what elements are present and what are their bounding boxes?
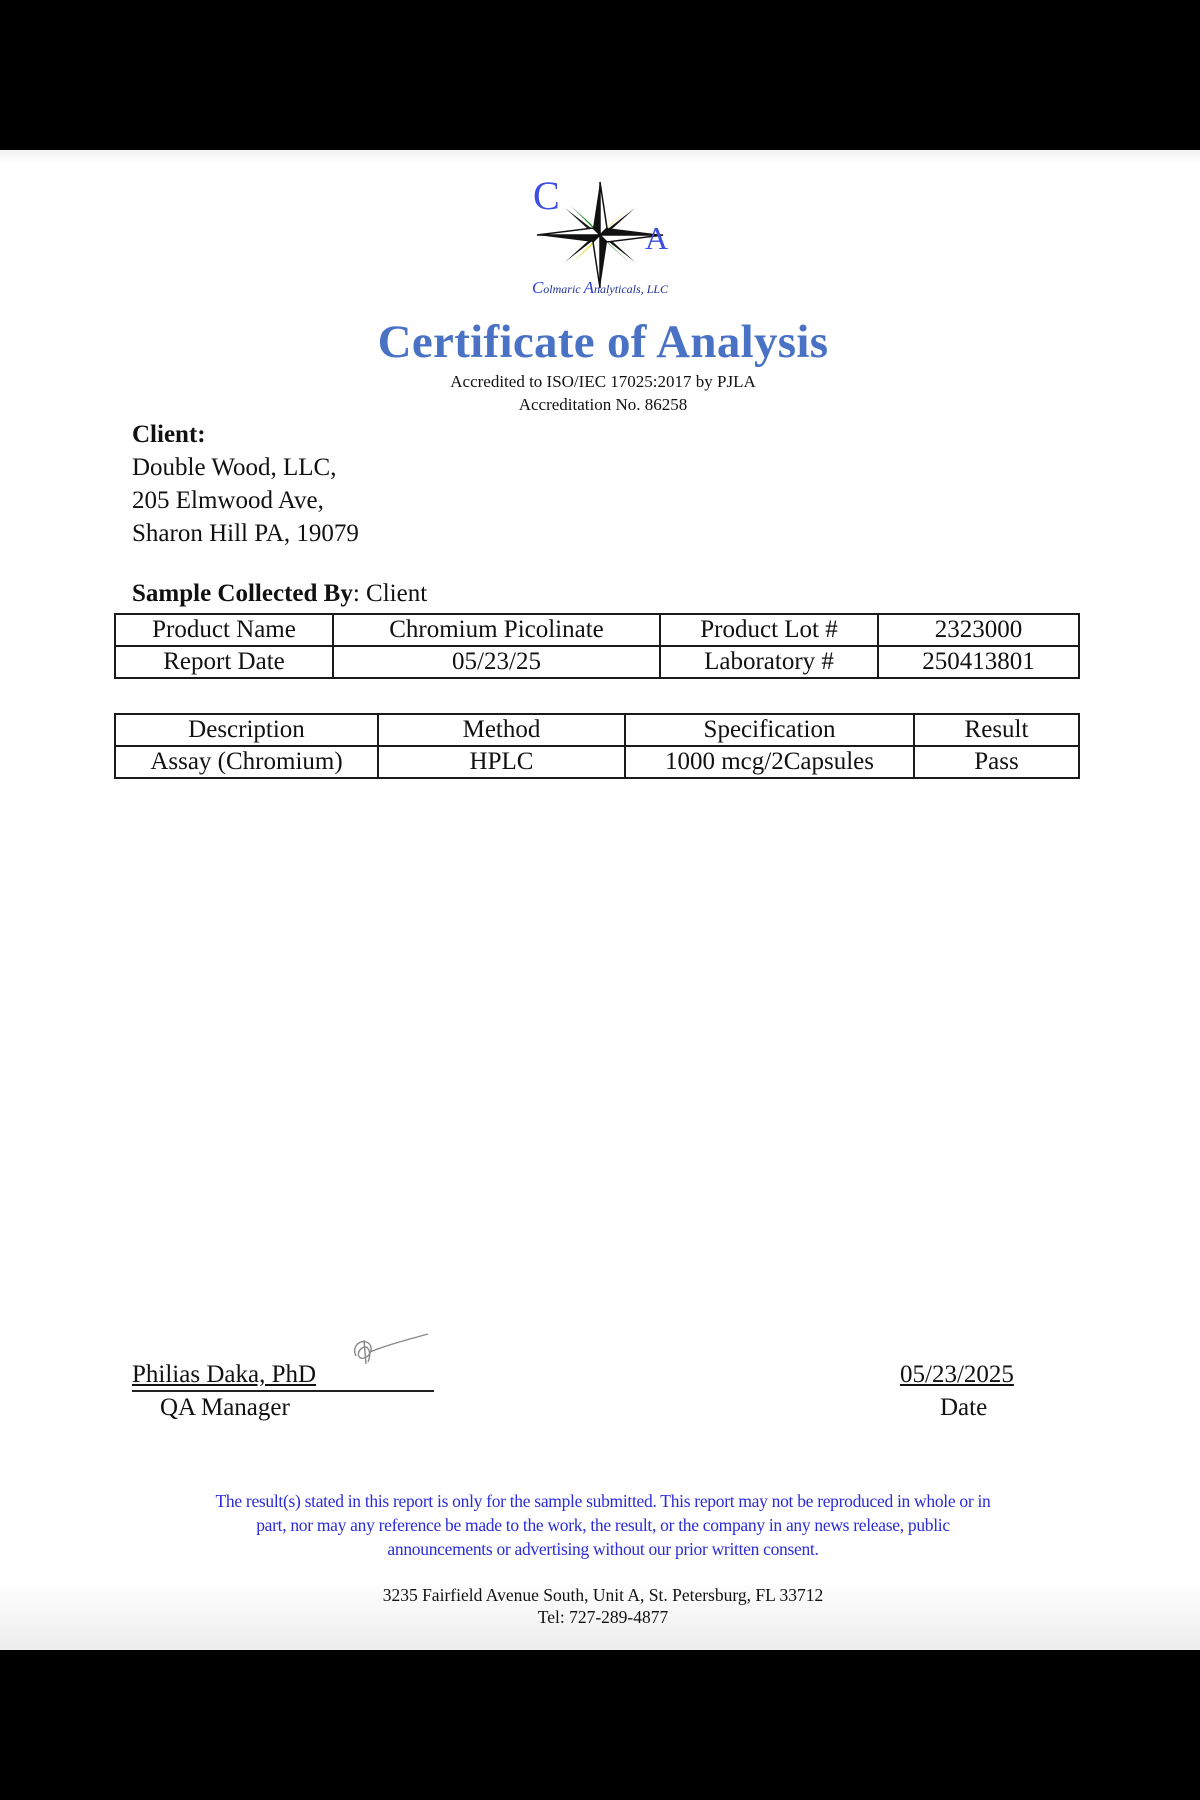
sample-collected-value: Client	[366, 580, 428, 607]
sample-collected-label: Sample Collected By	[132, 580, 353, 607]
lab-phone: Tel: 727-289-4877	[537, 1607, 669, 1627]
sample-collected-by: Sample Collected By: Client	[132, 580, 428, 607]
column-header-method: Method	[378, 714, 625, 746]
accreditation-number: Accreditation No. 86258	[518, 395, 688, 414]
table-row	[115, 646, 1079, 678]
column-header-description: Description	[115, 714, 378, 746]
accreditation-line: Accredited to ISO/IEC 17025:2017 by PJLA	[450, 372, 756, 391]
logo-letter-a: A	[645, 220, 669, 256]
client-label: Client:	[132, 421, 206, 448]
document-title: Certificate of Analysis	[377, 316, 829, 368]
results-table	[114, 713, 1080, 779]
laboratory-number-label: Laboratory #	[660, 646, 878, 678]
table-header-row	[115, 714, 1079, 746]
product-lot-label: Product Lot #	[660, 614, 878, 646]
laboratory-number-value: 250413801	[878, 646, 1079, 678]
logo-company-name: Colmaric Analyticals, LLC	[531, 278, 669, 297]
disclaimer-text: The result(s) stated in this report is only for the sample submitted. This report may not be reproduced in whole or in part, nor may any reference be made to the work, the result, or the company in any news release, public announcements or advertising without our prior written consent.	[215, 1491, 991, 1559]
product-name-label: Product Name	[115, 614, 333, 646]
certificate-page	[0, 150, 1200, 1650]
client-block	[132, 418, 359, 550]
method-cell: HPLC	[378, 746, 625, 778]
report-date-value: 05/23/25	[333, 646, 660, 678]
product-lot-value: 2323000	[878, 614, 1079, 646]
product-info-table	[114, 613, 1080, 679]
result-cell: Pass	[914, 746, 1079, 778]
client-street: 205 Elmwood Ave,	[132, 487, 324, 514]
table-row	[115, 614, 1079, 646]
report-date-label: Report Date	[115, 646, 333, 678]
lab-street-address: 3235 Fairfield Avenue South, Unit A, St. Petersburg, FL 33712	[382, 1585, 824, 1605]
signatory-title: QA Manager	[160, 1394, 290, 1421]
signature-date-value: 05/23/2025	[900, 1361, 1014, 1388]
client-city: Sharon Hill PA, 19079	[132, 520, 359, 547]
signatory-name: Philias Daka, PhD	[132, 1360, 434, 1392]
description-cell: Assay (Chromium)	[115, 746, 378, 778]
column-header-specification: Specification	[625, 714, 914, 746]
company-logo	[505, 173, 695, 302]
client-name: Double Wood, LLC,	[132, 454, 337, 481]
signature-date-label: Date	[940, 1394, 988, 1421]
specification-cell: 1000 mcg/2Capsules	[625, 746, 914, 778]
lab-address	[0, 1584, 1200, 1628]
column-header-result: Result	[914, 714, 1079, 746]
logo-letter-c: C	[533, 173, 560, 218]
product-name-value: Chromium Picolinate	[333, 614, 660, 646]
table-row	[115, 746, 1079, 778]
